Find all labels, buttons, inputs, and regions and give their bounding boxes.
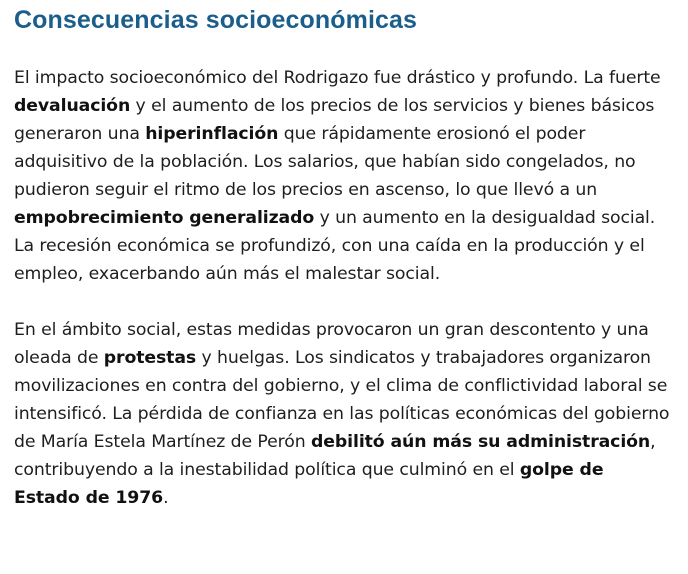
paragraph-social-impact (14, 316, 674, 512)
bold-term-empobrecimiento: empobrecimiento generalizado (14, 208, 315, 228)
paragraph-text: que rápidamente erosionó el poder adquisitivo de la población. Los salarios, que habían sido congelados, no pudieron seguir el ritmo de los precios en ascenso, lo que llevó a un (14, 124, 636, 200)
paragraph-text: . (163, 488, 169, 508)
bold-term-protestas: protestas (103, 348, 197, 368)
bold-term-debilito: debilitó aún más su administración (311, 432, 651, 452)
paragraph-text: y un aumento en la desigualdad social. La recesión económica se profundizó, con una caída en la producción y el empleo, exacerbando aún más el malestar social. (14, 208, 656, 284)
section-heading: Consecuencias socioeconómicas (14, 6, 418, 34)
paragraph-text: El impacto socioeconómico del Rodrigazo fue drástico y profundo. La fuerte (14, 68, 661, 88)
paragraph-text: y huelgas. Los sindicatos y trabajadores organizaron movilizaciones en contra del gobierno, y el clima de conflictividad laboral se intensificó. La pérdida de confianza en las políticas económicas del gobierno de María Estela Martínez de Perón (14, 348, 670, 452)
article-section (14, 0, 674, 512)
bold-term-devaluacion: devaluación (14, 96, 131, 116)
bold-term-golpe-de-estado: golpe de Estado de 1976 (14, 460, 604, 508)
paragraph-text: En el ámbito social, estas medidas provocaron un gran descontento y una oleada de (14, 320, 649, 368)
paragraph-text: y el aumento de los precios de los servicios y bienes básicos generaron una (14, 96, 655, 144)
bold-term-hiperinflacion: hiperinflación (145, 124, 279, 144)
paragraph-economic-impact (14, 64, 674, 288)
paragraph-text: , contribuyendo a la inestabilidad política que culminó en el (14, 432, 656, 480)
